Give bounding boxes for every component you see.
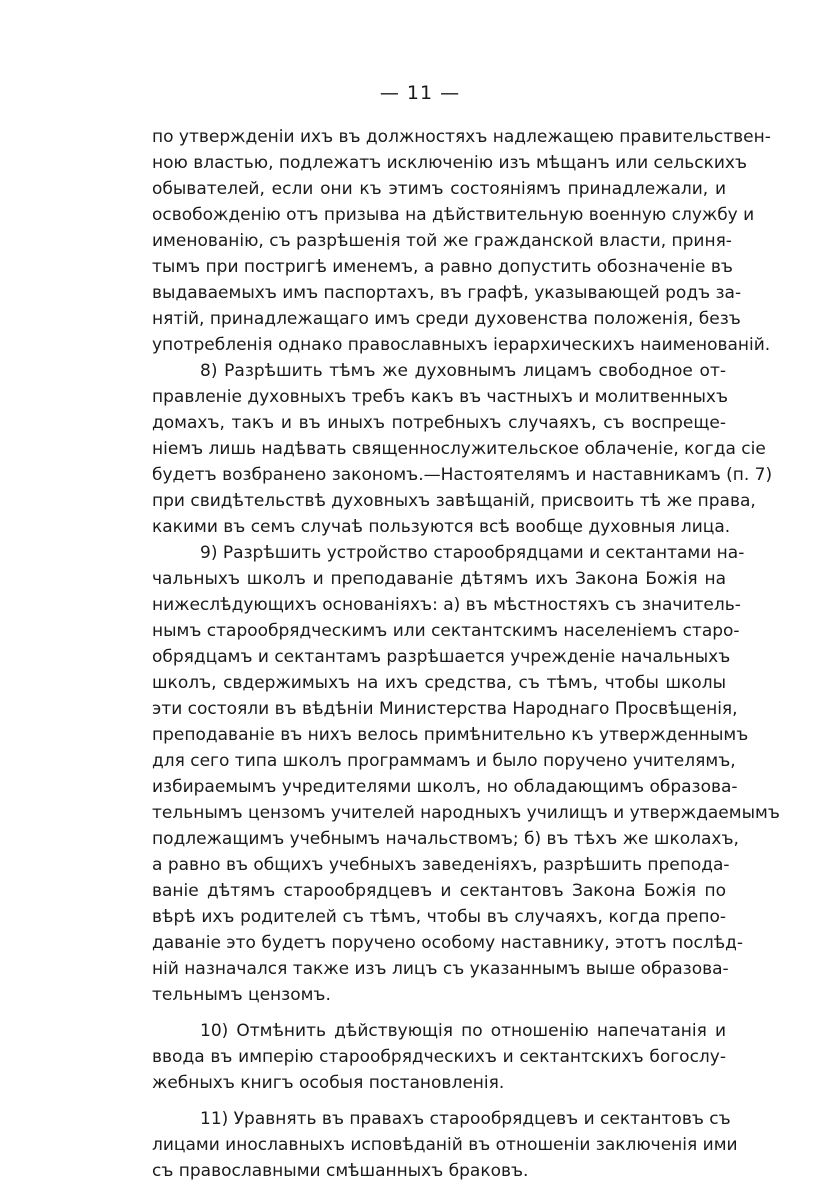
text-line: даваніе это будетъ поручено особому наставнику, этотъ послѣд- (152, 933, 744, 953)
text-line: ввода въ имперію старообрядческихъ и сектантскихъ богослу- (152, 1047, 726, 1067)
paragraph-item-10 (152, 1018, 726, 1096)
text-line: правленіе духовныхъ требъ какъ въ частныхъ и молитвенныхъ (152, 387, 728, 407)
text-line: 9) Разрѣшить устройство старообрядцами и сектантами на- (200, 543, 745, 563)
text-line: освобожденію отъ призыва на дѣйствительную военную службу и (152, 205, 755, 225)
paragraph-item-11 (152, 1106, 738, 1184)
text-line: ніемъ лишь надѣвать священнослужительское облаченіе, когда сіе (152, 439, 766, 459)
text-line: обрядцамъ и сектантамъ разрѣшается учрежденіе начальныхъ (152, 647, 731, 667)
paragraph-spacer (152, 1096, 726, 1106)
text-line: какими въ семъ случаѣ пользуются всѣ вообще духовныя лица. (152, 517, 731, 537)
text-line: эти состояли въ вѣдѣніи Министерства Народнаго Просвѣщенія, (152, 699, 738, 719)
paragraph-item-8 (152, 358, 773, 540)
text-line: подлежащимъ учебнымъ начальствомъ; б) въ тѣхъ же школахъ, (152, 829, 739, 849)
text-line: нятій, принадлежащаго имъ среди духовенства положенія, безъ (152, 309, 741, 329)
body-text (152, 124, 780, 1184)
text-line: 10) Отмѣнить дѣйствующія по отношенію напечатанія и (200, 1021, 726, 1041)
text-line: употребленія однако православныхъ іерархическихъ наименованій. (152, 335, 771, 355)
text-line: нижеслѣдующихъ основаніяхъ: а) въ мѣстностяхъ съ значитель- (152, 595, 741, 615)
text-line: чальныхъ школъ и преподаваніе дѣтямъ ихъ Закона Божія на (152, 569, 726, 589)
text-line: домахъ, такъ и въ иныхъ потребныхъ случаяхъ, съ воспреще- (152, 413, 726, 433)
page-number: — 11 — (379, 82, 461, 104)
text-line: тельнымъ цензомъ. (152, 985, 331, 1005)
paragraph-spacer (152, 1008, 726, 1018)
text-line: нымъ старообрядческимъ или сектантскимъ населеніемъ старо- (152, 621, 740, 641)
text-line: съ православными смѣшанныхъ браковъ. (152, 1161, 529, 1181)
text-line: тельнымъ цензомъ учителей народныхъ училищъ и утверждаемымъ (152, 803, 780, 823)
text-line: преподаваніе въ нихъ велось примѣнительно къ утвержденнымъ (152, 725, 749, 745)
text-line: обывателей, если они къ этимъ состояніямъ принадлежали, и (152, 179, 726, 199)
text-line: для сего типа школъ программамъ и было поручено учителямъ, (152, 751, 736, 771)
text-line: тымъ при постригѣ именемъ, а равно допустить обозначеніе въ (152, 257, 733, 277)
text-line: вѣрѣ ихъ родителей съ тѣмъ, чтобы въ случаяхъ, когда препо- (152, 907, 726, 927)
text-line: по утвержденіи ихъ въ должностяхъ надлежащею правительствен- (152, 127, 771, 147)
paragraph-item-9 (152, 540, 780, 1008)
text-line: выдаваемыхъ имъ паспортахъ, въ графѣ, указывающей родъ за- (152, 283, 742, 303)
text-line: лицами инославныхъ исповѣданій въ отношеніи заключенія ими (152, 1135, 738, 1155)
text-line: а равно въ общихъ учебныхъ заведеніяхъ, разрѣшить препода- (152, 855, 730, 875)
text-line: ваніе дѣтямъ старообрядцевъ и сектантовъ Закона Божія по (152, 881, 726, 901)
text-line: ною властью, подлежатъ исключенію изъ мѣщанъ или сельскихъ (152, 153, 747, 173)
text-line: будетъ возбранено закономъ.—Настоятелямъ и наставникамъ (п. 7) (152, 465, 773, 485)
text-line: при свидѣтельствѣ духовныхъ завѣщаній, присвоить тѣ же права, (152, 491, 756, 511)
text-line: избираемымъ учредителями школъ, но обладающимъ образова- (152, 777, 738, 797)
text-line: ній назначался также изъ лицъ съ указаннымъ выше образова- (152, 959, 729, 979)
text-line: именованію, съ разрѣшенія той же гражданской власти, приня- (152, 231, 732, 251)
text-line: школъ, свдержимыхъ на ихъ средства, съ тѣмъ, чтобы школы (152, 673, 726, 693)
text-line: 11) Уравнять въ правахъ старообрядцевъ и сектантовъ съ (200, 1109, 731, 1129)
paragraph-continuation (152, 124, 771, 358)
text-line: 8) Разрѣшить тѣмъ же духовнымъ лицамъ свободное от- (200, 361, 726, 381)
text-line: жебныхъ книгъ особыя постановленія. (152, 1073, 505, 1093)
